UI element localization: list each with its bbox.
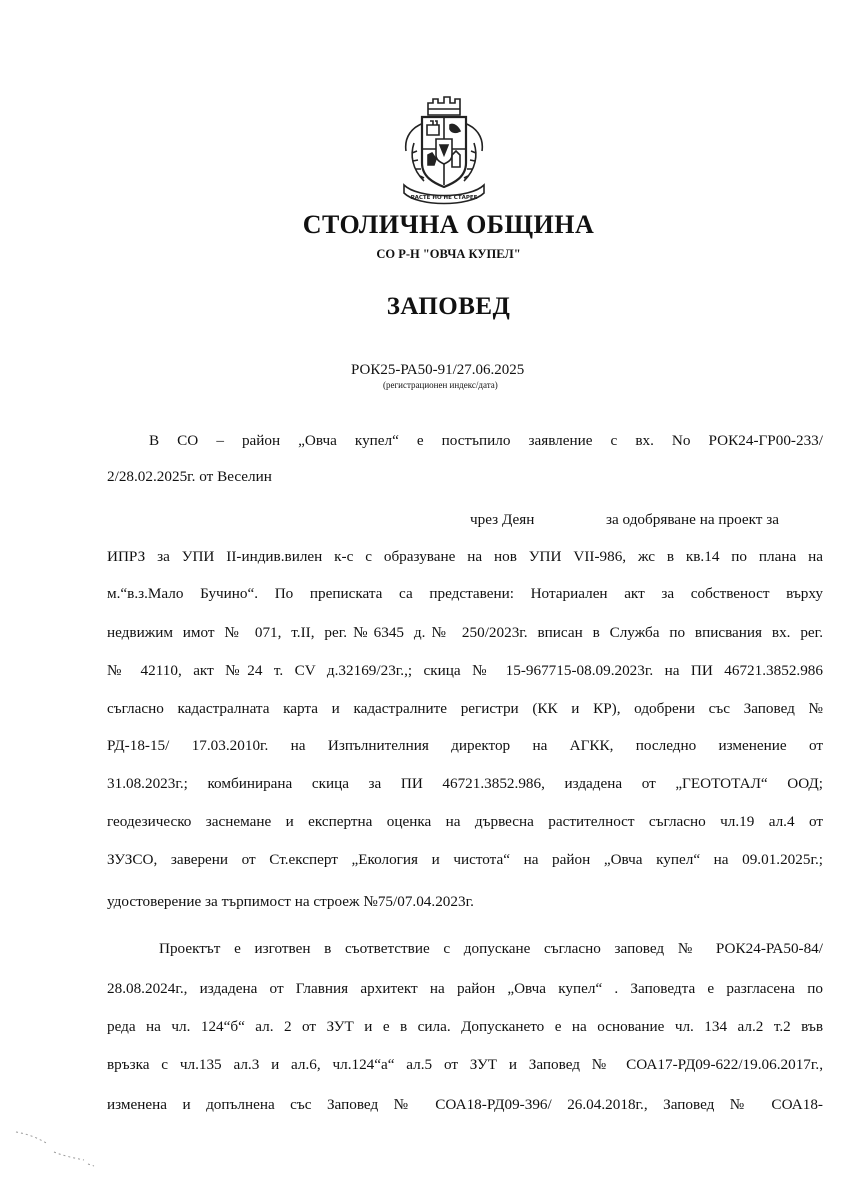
paragraph-1-line-6: недвижим имот № 071, т.II, рег.№6345 д.№ 250/2023г. вписан в Служба по вписвания вх. рег. <box>107 624 823 641</box>
registration-caption: (регистрационен индекс/дата) <box>383 380 498 390</box>
paragraph-2-line-4: връзка с чл.135 ал.3 и ал.6, чл.124“а“ ал.5 от ЗУТ и Заповед № СОА17-РД09-622/19.06.2017г., <box>107 1056 823 1073</box>
paragraph-1-line-3-part-b: за одобряване на проект за <box>606 511 779 528</box>
paragraph-1-line-12: ЗУЗСО, заверени от Ст.експерт „Екология и чистота“ на район „Овча купел“ на 09.01.2025г.; <box>107 851 823 868</box>
organization-name: СТОЛИЧНА ОБЩИНА <box>302 210 595 239</box>
registration-number: РОК25-РА50-91/27.06.2025 <box>351 362 525 378</box>
paragraph-2-line-1: Проектът е изготвен в съответствие с допускане съгласно заповед № РОК24-РА50-84/ <box>159 940 823 957</box>
organization-subtitle: СО Р-Н "ОВЧА КУПЕЛ" <box>376 247 521 261</box>
paragraph-1-line-1: В СО – район „Овча купел“ е постъпило заявление с вх. No РОК24-ГР00-233/ <box>149 432 823 449</box>
paragraph-1-line-9: РД-18-15/ 17.03.2010г. на Изпълнителния директор на АГКК, последно изменение от <box>107 737 823 754</box>
paragraph-2-line-2: 28.08.2024г., издадена от Главния архитект на район „Овча купел“ . Заповедта е разгласена по <box>107 980 823 997</box>
paragraph-1-line-11: геодезическо заснемане и експертна оценка на дървесна растителност съгласно чл.19 ал.4 от <box>107 813 823 830</box>
paragraph-1-line-8: съгласно кадастралната карта и кадастралните регистри (КК и КР), одобрени със Заповед № <box>107 700 823 717</box>
scan-mark-decoration <box>14 1126 104 1176</box>
paragraph-1-line-13: удостоверение за търпимост на строеж №75/07.04.2023г. <box>107 893 474 910</box>
paragraph-1-line-10: 31.08.2023г.; комбинирана скица за ПИ 46721.3852.986, издадена от „ГЕОТОТАЛ“ ООД; <box>107 775 823 792</box>
paragraph-1-line-2: 2/28.02.2025г. от Веселин <box>107 468 272 485</box>
paragraph-1-line-4: ИПРЗ за УПИ II-индив.вилен к-с с образуване на нов УПИ VII-986, жс в кв.14 по плана на <box>107 548 823 565</box>
sofia-coat-of-arms-icon <box>394 93 494 213</box>
paragraph-1-line-3-part-a: чрез Деян <box>470 511 535 528</box>
paragraph-1-line-5: м.“в.з.Мало Бучино“. По преписката са представени: Нотариален акт за собственост върху <box>107 585 823 602</box>
paragraph-2-line-3: реда на чл. 124“б“ ал. 2 от ЗУТ и е в сила. Допускането е на основание чл. 134 ал.2 т.2 във <box>107 1018 823 1035</box>
crest-motto: РАСТЕ НО НЕ СТАРЕЕ <box>410 195 478 201</box>
paragraph-1-line-7: № 42110, акт №24 т. CV д.32169/23г.,; скица № 15-967715-08.09.2023г. на ПИ 46721.3852.986 <box>107 662 823 679</box>
document-title: ЗАПОВЕД <box>386 293 511 320</box>
paragraph-2-line-5: изменена и допълнена със Заповед № СОА18-РД09-396/ 26.04.2018г., Заповед № СОА18- <box>107 1096 823 1113</box>
